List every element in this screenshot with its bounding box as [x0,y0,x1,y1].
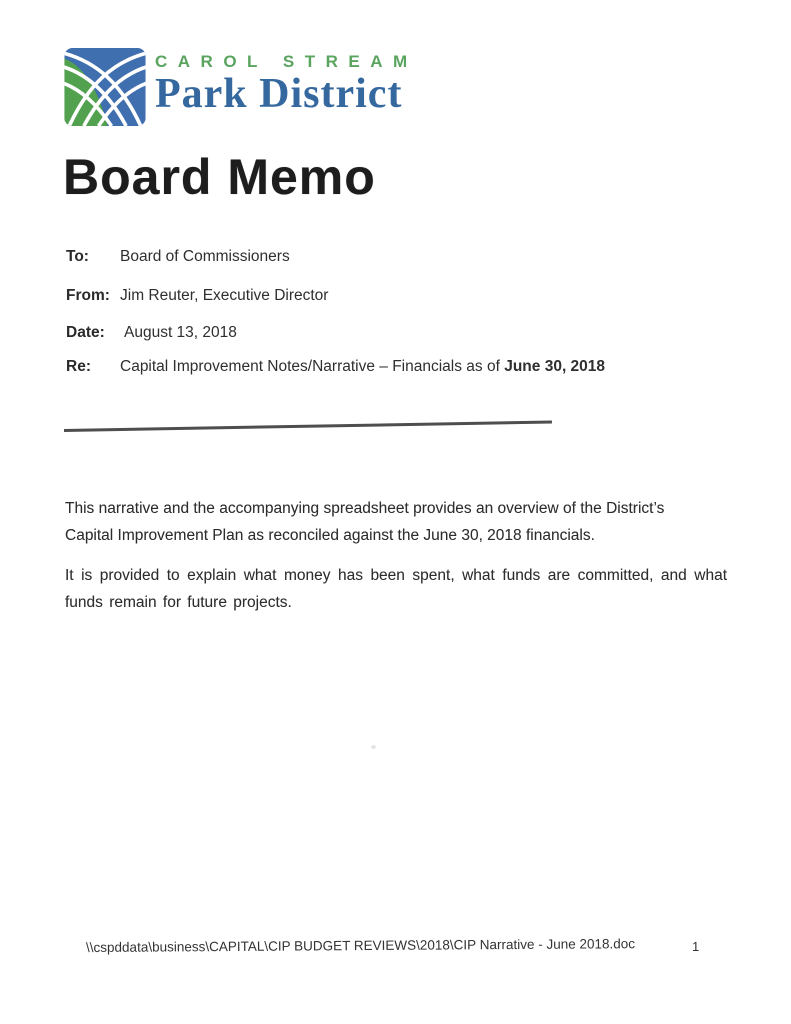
memo-title: Board Memo [63,149,376,205]
brand-park-district: Park District [155,71,403,117]
field-value-text: Capital Improvement Notes/Narrative – Financials as of [120,358,505,375]
logo [64,48,418,126]
memo-field-to [66,246,666,267]
page-number: 1 [692,939,700,954]
body-paragraph-2: It is provided to explain what money has been spent, what funds are committed, and what funds remain for future projects. [65,567,727,611]
memo-header-fields [66,246,666,377]
horizontal-rule [64,420,552,432]
field-label: Re: [66,358,91,375]
field-value: Jim Reuter, Executive Director [120,287,329,304]
park-district-logo-icon [64,48,146,126]
body-paragraph-1: This narrative and the accompanying spreadsheet provides an overview of the District’s Capital Improvement Plan as reconciled against the June 30, 2018 financials. [65,500,665,544]
field-value: August 13, 2018 [124,324,237,341]
field-value-bold-date: June 30, 2018 [504,358,606,375]
field-label: To: [66,248,89,265]
field-value [120,356,605,377]
field-value: Board of Commissioners [120,248,290,265]
brand-carol-stream: CAROL STREAM [155,52,418,71]
field-label: Date: [66,324,105,341]
brand-text [155,48,418,116]
scan-speck [371,745,376,749]
field-label: From: [66,287,110,304]
memo-field-date [66,322,666,343]
memo-field-from [66,285,666,306]
memo-field-re [66,356,666,377]
file-path: \\cspddata\business\CAPITAL\CIP BUDGET REVIEWS\2018\CIP Narrative - June 2018.doc [85,936,636,955]
